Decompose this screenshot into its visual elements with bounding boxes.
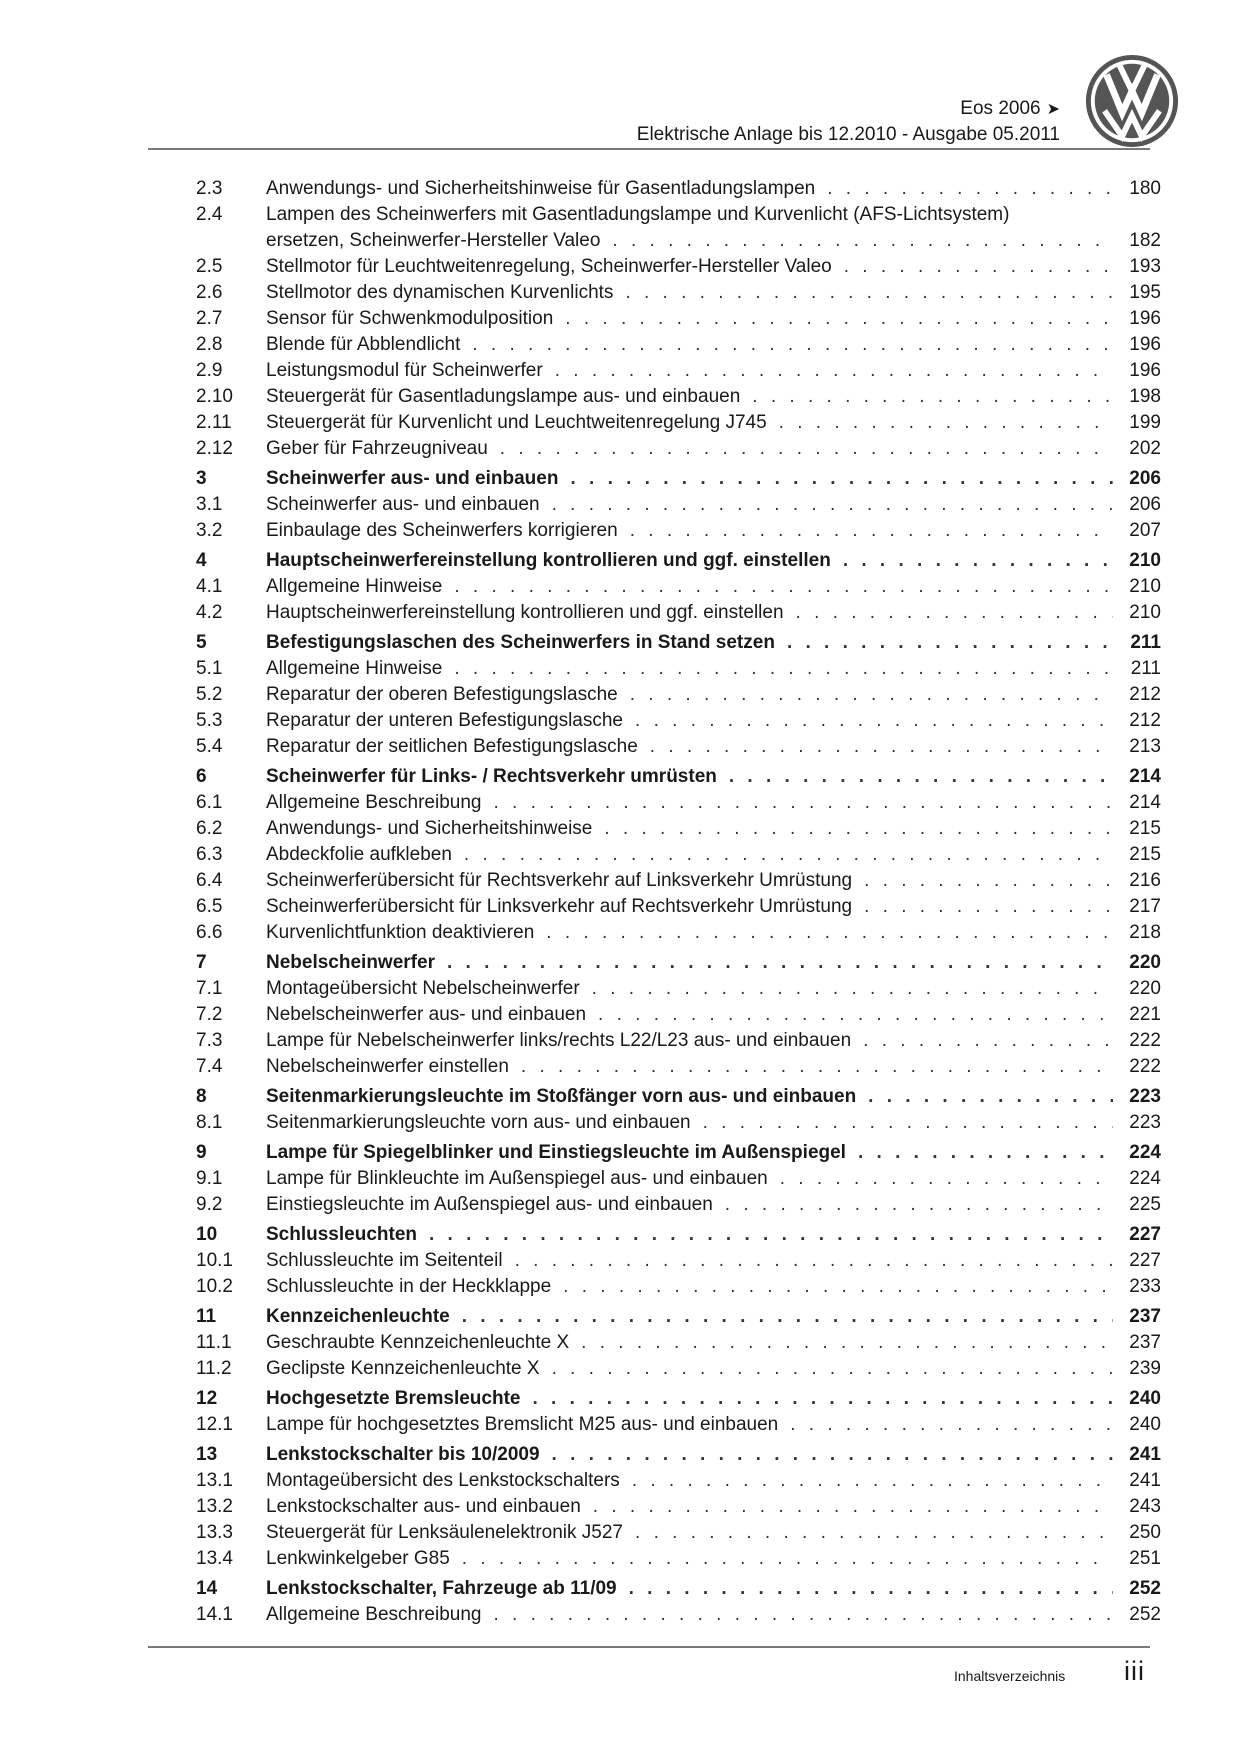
toc-chapter-row[interactable] xyxy=(196,630,1161,656)
toc-row[interactable] xyxy=(196,920,1161,946)
toc-leader-dots xyxy=(827,176,1113,202)
toc-leader-dots xyxy=(552,1356,1113,1382)
toc-row[interactable] xyxy=(196,176,1161,202)
toc-row[interactable] xyxy=(196,1166,1161,1192)
toc-number: 6.1 xyxy=(196,792,223,813)
toc-title: Lampe für Nebelscheinwerfer links/rechts L22/L23 aus- und einbauen xyxy=(266,1030,852,1051)
toc-title: Sensor für Schwenkmodulposition xyxy=(266,308,554,329)
toc-page-number: 215 xyxy=(1129,818,1161,839)
toc-leader-dots xyxy=(570,466,1113,492)
toc-page-number: 217 xyxy=(1129,896,1161,917)
toc-page-number: 213 xyxy=(1129,736,1161,757)
toc-number: 4 xyxy=(196,550,207,571)
toc-leader-dots xyxy=(635,708,1113,734)
toc-title: Lampe für Spiegelblinker und Einstiegsleuchte im Außenspiegel xyxy=(266,1142,846,1163)
toc-row[interactable] xyxy=(196,1602,1161,1628)
toc-chapter-row[interactable] xyxy=(196,466,1161,492)
toc-leader-dots xyxy=(565,306,1113,332)
toc-number: 12.1 xyxy=(196,1414,233,1435)
toc-leader-dots xyxy=(863,1028,1113,1054)
toc-leader-dots xyxy=(625,280,1113,306)
header-model-line xyxy=(637,96,1060,122)
toc-row[interactable] xyxy=(196,1028,1161,1054)
toc-number: 8 xyxy=(196,1086,207,1107)
toc-page-number: 216 xyxy=(1129,870,1161,891)
toc-title: Scheinwerferübersicht für Rechtsverkehr auf Linksverkehr Umrüstung xyxy=(266,870,853,891)
toc-page-number: 182 xyxy=(1129,230,1161,251)
toc-chapter-row[interactable] xyxy=(196,1084,1161,1110)
toc-row[interactable] xyxy=(196,1054,1161,1080)
toc-leader-dots xyxy=(454,574,1113,600)
toc-leader-dots xyxy=(546,920,1113,946)
toc-number: 2.3 xyxy=(196,178,223,199)
toc-title: Steuergerät für Gasentladungslampe aus- und einbauen xyxy=(266,386,741,407)
toc-page-number: 223 xyxy=(1129,1086,1161,1107)
toc-leader-dots xyxy=(787,630,1113,656)
arrow-right-icon: ➤ xyxy=(1046,101,1060,118)
toc-title: Kurvenlichtfunktion deaktivieren xyxy=(266,922,535,943)
toc-leader-dots xyxy=(552,492,1113,518)
toc-page-number: 240 xyxy=(1129,1388,1161,1409)
toc-title: Lampe für hochgesetztes Bremslicht M25 aus- und einbauen xyxy=(266,1414,779,1435)
toc-leader-dots xyxy=(858,1140,1113,1166)
toc-number: 2.6 xyxy=(196,282,223,303)
toc-leader-dots xyxy=(779,410,1113,436)
toc-number: 4.1 xyxy=(196,576,223,597)
toc-page-number: 237 xyxy=(1129,1332,1161,1353)
toc-number: 2.7 xyxy=(196,308,223,329)
toc-number: 12 xyxy=(196,1388,218,1409)
toc-leader-dots xyxy=(703,1110,1113,1136)
toc-title: Lenkwinkelgeber G85 xyxy=(266,1548,450,1569)
toc-number: 2.9 xyxy=(196,360,223,381)
toc-chapter-row[interactable] xyxy=(196,1140,1161,1166)
toc-page-number: 199 xyxy=(1129,412,1161,433)
toc-page-number: 222 xyxy=(1129,1056,1161,1077)
toc-title: Scheinwerferübersicht für Linksverkehr auf Rechtsverkehr Umrüstung xyxy=(266,896,853,917)
toc-number: 9 xyxy=(196,1142,207,1163)
toc-title: Reparatur der oberen Befestigungslasche xyxy=(266,684,618,705)
toc-title: Leistungsmodul für Scheinwerfer xyxy=(266,360,543,381)
toc-page-number: 239 xyxy=(1129,1358,1161,1379)
toc-number: 6.4 xyxy=(196,870,223,891)
footer-section-label: Inhaltsverzeichnis xyxy=(954,1668,1066,1684)
toc-leader-dots xyxy=(844,254,1113,280)
toc-title: Blende für Abblendlicht xyxy=(266,334,461,355)
toc-page-number: 241 xyxy=(1129,1470,1161,1491)
toc-number: 3.2 xyxy=(196,520,223,541)
toc-page-number: 221 xyxy=(1129,1004,1161,1025)
toc-number: 7.3 xyxy=(196,1030,223,1051)
toc-leader-dots xyxy=(429,1222,1113,1248)
toc-title: Anwendungs- und Sicherheitshinweise für Gasentladungslampen xyxy=(266,178,816,199)
toc-leader-dots xyxy=(552,1442,1113,1468)
toc-row[interactable] xyxy=(196,1356,1161,1382)
toc-leader-dots xyxy=(864,894,1113,920)
toc-row[interactable] xyxy=(196,1412,1161,1438)
toc-page-number: 224 xyxy=(1129,1142,1161,1163)
toc-row[interactable] xyxy=(196,384,1161,410)
toc-title: Nebelscheinwerfer aus- und einbauen xyxy=(266,1004,587,1025)
toc-number: 2.5 xyxy=(196,256,223,277)
toc-page-number: 220 xyxy=(1129,952,1161,973)
toc-leader-dots xyxy=(635,1520,1113,1546)
toc-number: 10 xyxy=(196,1224,218,1245)
toc-page-number: 210 xyxy=(1129,602,1161,623)
toc-title: Kennzeichenleuchte xyxy=(266,1306,450,1327)
toc-title: Befestigungslaschen des Scheinwerfers in Stand setzen xyxy=(266,632,775,653)
toc-title: Allgemeine Hinweise xyxy=(266,658,443,679)
toc-page-number: 214 xyxy=(1129,792,1161,813)
toc-leader-dots xyxy=(729,764,1113,790)
toc-chapter-row[interactable] xyxy=(196,548,1161,574)
toc-row[interactable] xyxy=(196,708,1161,734)
toc-chapter-row[interactable] xyxy=(196,1222,1161,1248)
toc-page-number: 198 xyxy=(1129,386,1161,407)
toc-leader-dots xyxy=(780,1166,1113,1192)
toc-leader-dots xyxy=(462,1546,1113,1572)
toc-title: Steuergerät für Lenksäulenelektronik J527 xyxy=(266,1522,624,1543)
toc-row[interactable] xyxy=(196,332,1161,358)
header-subtitle: Elektrische Anlage bis 12.2010 - Ausgabe 05.2011 xyxy=(636,124,1060,145)
toc-title: Lampen des Scheinwerfers mit Gasentladungslampe und Kurvenlicht (AFS-Lichtsystem) xyxy=(266,204,1010,225)
toc-row[interactable] xyxy=(196,682,1161,708)
toc-row[interactable] xyxy=(196,1192,1161,1218)
toc-number: 11 xyxy=(196,1306,217,1327)
toc-number: 2.11 xyxy=(196,412,232,433)
toc-row[interactable] xyxy=(196,306,1161,332)
toc-number: 14 xyxy=(196,1578,218,1599)
toc-leader-dots xyxy=(462,1304,1113,1330)
toc-title: Einstiegsleuchte im Außenspiegel aus- und einbauen xyxy=(266,1194,713,1215)
toc-number: 3 xyxy=(196,468,207,489)
toc-leader-dots xyxy=(563,1274,1113,1300)
toc-number: 2.12 xyxy=(196,438,233,459)
toc-number: 6 xyxy=(196,766,207,787)
toc-leader-dots xyxy=(630,518,1113,544)
toc-title: Scheinwerfer aus- und einbauen xyxy=(266,468,559,489)
toc-title: Seitenmarkierungsleuchte vorn aus- und einbauen xyxy=(266,1112,691,1133)
toc-title: Hauptscheinwerfereinstellung kontrollieren und ggf. einstellen xyxy=(266,602,784,623)
toc-number: 2.10 xyxy=(196,386,233,407)
toc-page-number: 212 xyxy=(1129,710,1161,731)
toc-page-number: 227 xyxy=(1129,1224,1161,1245)
toc-page-number: 223 xyxy=(1129,1112,1161,1133)
toc-leader-dots xyxy=(464,842,1113,868)
toc-number: 5.3 xyxy=(196,710,223,731)
toc-title: Schlussleuchten xyxy=(266,1224,417,1245)
toc-row[interactable] xyxy=(196,1468,1161,1494)
toc-title: Anwendungs- und Sicherheitshinweise xyxy=(266,818,593,839)
toc-title: Allgemeine Beschreibung xyxy=(266,1604,482,1625)
toc-page-number: 237 xyxy=(1129,1306,1161,1327)
toc-title: Scheinwerfer für Links- / Rechtsverkehr umrüsten xyxy=(266,766,717,787)
toc-leader-dots xyxy=(598,1002,1113,1028)
toc-chapter-row[interactable] xyxy=(196,1576,1161,1602)
toc-page-number: 250 xyxy=(1129,1522,1161,1543)
toc-number: 7.2 xyxy=(196,1004,223,1025)
toc-leader-dots xyxy=(725,1192,1113,1218)
toc-page-number: 240 xyxy=(1129,1414,1161,1435)
toc-title: Schlussleuchte in der Heckklappe xyxy=(266,1276,552,1297)
toc-leader-dots xyxy=(581,1330,1113,1356)
toc-title: Lenkstockschalter aus- und einbauen xyxy=(266,1496,581,1517)
toc-number: 6.3 xyxy=(196,844,223,865)
toc-leader-dots xyxy=(796,600,1113,626)
toc-page-number: 211 xyxy=(1130,658,1161,679)
toc-row[interactable] xyxy=(196,492,1161,518)
toc-row[interactable] xyxy=(196,1110,1161,1136)
toc-title: Abdeckfolie aufkleben xyxy=(266,844,452,865)
toc-number: 11.1 xyxy=(196,1332,232,1353)
toc-title: Schlussleuchte im Seitenteil xyxy=(266,1250,503,1271)
toc-title: Lampe für Blinkleuchte im Außenspiegel aus- und einbauen xyxy=(266,1168,768,1189)
toc-page-number: 252 xyxy=(1129,1604,1161,1625)
toc-row[interactable] xyxy=(196,358,1161,384)
toc-row[interactable] xyxy=(196,1274,1161,1300)
toc-number: 7.1 xyxy=(196,978,223,999)
toc-title: Scheinwerfer aus- und einbauen xyxy=(266,494,540,515)
toc-title: Lenkstockschalter, Fahrzeuge ab 11/09 xyxy=(266,1578,617,1599)
toc-title: Einbaulage des Scheinwerfers korrigieren xyxy=(266,520,618,541)
toc-page-number: 227 xyxy=(1129,1250,1161,1271)
toc-leader-dots xyxy=(454,656,1113,682)
toc-number: 6.2 xyxy=(196,818,223,839)
toc-page-number: 212 xyxy=(1129,684,1161,705)
toc-row[interactable] xyxy=(196,600,1161,626)
vw-logo-icon xyxy=(1083,52,1181,150)
toc-page-number: 207 xyxy=(1129,520,1161,541)
toc-leader-dots xyxy=(555,358,1113,384)
toc-page-number: 233 xyxy=(1129,1276,1161,1297)
toc-number: 6.6 xyxy=(196,922,223,943)
toc-title: Geschraubte Kennzeichenleuchte X xyxy=(266,1332,570,1353)
toc-leader-dots xyxy=(604,816,1113,842)
toc-title: Hauptscheinwerfereinstellung kontrollieren und ggf. einstellen xyxy=(266,550,831,571)
toc-row[interactable] xyxy=(196,518,1161,544)
toc-title: Allgemeine Hinweise xyxy=(266,576,443,597)
toc-page-number: 214 xyxy=(1129,766,1161,787)
toc-title: Montageübersicht Nebelscheinwerfer xyxy=(266,978,580,999)
toc-number: 5.1 xyxy=(196,658,223,679)
toc-chapter-row[interactable] xyxy=(196,1304,1161,1330)
toc-row[interactable] xyxy=(196,254,1161,280)
toc-number: 5 xyxy=(196,632,207,653)
toc-chapter-row[interactable] xyxy=(196,950,1161,976)
toc-page-number: 206 xyxy=(1129,494,1161,515)
toc-leader-dots xyxy=(493,790,1113,816)
toc-row[interactable] xyxy=(196,976,1161,1002)
toc-page-number: 196 xyxy=(1129,360,1161,381)
toc-leader-dots xyxy=(515,1248,1113,1274)
toc-number: 5.2 xyxy=(196,684,223,705)
toc-number: 13.1 xyxy=(196,1470,233,1491)
toc-row[interactable] xyxy=(196,868,1161,894)
toc-row[interactable] xyxy=(196,790,1161,816)
toc-number: 13 xyxy=(196,1444,218,1465)
toc-title: Hochgesetzte Bremsleuchte xyxy=(266,1388,521,1409)
toc-row[interactable] xyxy=(196,410,1161,436)
table-of-contents xyxy=(196,176,1161,1628)
toc-title: Steuergerät für Kurvenlicht und Leuchtweitenregelung J745 xyxy=(266,412,767,433)
toc-leader-dots xyxy=(472,332,1113,358)
footer-page-number: iii xyxy=(1124,1656,1145,1686)
toc-page-number: 211 xyxy=(1130,632,1161,653)
toc-row[interactable] xyxy=(196,656,1161,682)
toc-page-number: 210 xyxy=(1129,576,1161,597)
toc-leader-dots xyxy=(447,950,1113,976)
toc-page-number: 196 xyxy=(1129,308,1161,329)
toc-page-number: 210 xyxy=(1129,550,1161,571)
toc-title: Stellmotor des dynamischen Kurvenlichts xyxy=(266,282,614,303)
toc-page-number: 195 xyxy=(1129,282,1161,303)
toc-title: Geber für Fahrzeugniveau xyxy=(266,438,488,459)
toc-leader-dots xyxy=(500,436,1113,462)
toc-row[interactable] xyxy=(196,1494,1161,1520)
toc-number: 13.2 xyxy=(196,1496,233,1517)
toc-row[interactable] xyxy=(196,1248,1161,1274)
toc-page-number: 193 xyxy=(1129,256,1161,277)
toc-number: 9.2 xyxy=(196,1194,223,1215)
toc-leader-dots xyxy=(612,228,1113,254)
toc-number: 13.4 xyxy=(196,1548,233,1569)
toc-page-number: 220 xyxy=(1129,978,1161,999)
toc-page-number: 243 xyxy=(1129,1496,1161,1517)
toc-number: 6.5 xyxy=(196,896,223,917)
toc-leader-dots xyxy=(864,868,1113,894)
toc-row[interactable] xyxy=(196,816,1161,842)
toc-number: 4.2 xyxy=(196,602,223,623)
toc-page-number: 252 xyxy=(1129,1578,1161,1599)
toc-number: 13.3 xyxy=(196,1522,233,1543)
toc-title: Allgemeine Beschreibung xyxy=(266,792,482,813)
toc-number: 14.1 xyxy=(196,1604,233,1625)
toc-leader-dots xyxy=(630,682,1113,708)
toc-page-number: 222 xyxy=(1129,1030,1161,1051)
toc-title: Nebelscheinwerfer einstellen xyxy=(266,1056,509,1077)
toc-row[interactable] xyxy=(196,280,1161,306)
header-model: Eos 2006 xyxy=(960,98,1041,119)
toc-chapter-row[interactable] xyxy=(196,1386,1161,1412)
toc-number: 7 xyxy=(196,952,207,973)
toc-page-number: 225 xyxy=(1129,1194,1161,1215)
toc-number: 3.1 xyxy=(196,494,223,515)
toc-leader-dots xyxy=(532,1386,1113,1412)
toc-page-number: 180 xyxy=(1129,178,1161,199)
toc-leader-dots xyxy=(493,1602,1113,1628)
toc-page-number: 202 xyxy=(1129,438,1161,459)
toc-leader-dots xyxy=(592,976,1113,1002)
toc-leader-dots xyxy=(868,1084,1113,1110)
toc-row[interactable] xyxy=(196,1002,1161,1028)
toc-title: Geclipste Kennzeichenleuchte X xyxy=(266,1358,540,1379)
toc-row[interactable] xyxy=(196,574,1161,600)
toc-number: 10.1 xyxy=(196,1250,233,1271)
toc-page-number: 251 xyxy=(1129,1548,1161,1569)
header-rule xyxy=(148,148,1150,150)
toc-number: 5.4 xyxy=(196,736,223,757)
toc-page-number: 224 xyxy=(1129,1168,1161,1189)
toc-title: Nebelscheinwerfer xyxy=(266,952,435,973)
footer-rule xyxy=(148,1646,1150,1648)
toc-title: Seitenmarkierungsleuchte im Stoßfänger vorn aus- und einbauen xyxy=(266,1086,857,1107)
toc-page-number: 215 xyxy=(1129,844,1161,865)
toc-title: Lenkstockschalter bis 10/2009 xyxy=(266,1444,540,1465)
toc-title: ersetzen, Scheinwerfer-Hersteller Valeo xyxy=(266,230,601,251)
toc-number: 2.8 xyxy=(196,334,223,355)
toc-chapter-row[interactable] xyxy=(196,1442,1161,1468)
toc-leader-dots xyxy=(650,734,1113,760)
toc-leader-dots xyxy=(632,1468,1113,1494)
toc-title: Stellmotor für Leuchtweitenregelung, Scheinwerfer-Hersteller Valeo xyxy=(266,256,832,277)
toc-row[interactable] xyxy=(196,1520,1161,1546)
toc-page-number: 196 xyxy=(1129,334,1161,355)
toc-leader-dots xyxy=(843,548,1113,574)
toc-chapter-row[interactable] xyxy=(196,764,1161,790)
toc-row[interactable] xyxy=(196,202,1161,254)
toc-number: 11.2 xyxy=(196,1358,232,1379)
toc-row[interactable] xyxy=(196,436,1161,462)
toc-page-number: 218 xyxy=(1129,922,1161,943)
toc-number: 7.4 xyxy=(196,1056,223,1077)
toc-leader-dots xyxy=(629,1576,1113,1602)
toc-page-number: 206 xyxy=(1129,468,1161,489)
toc-leader-dots xyxy=(593,1494,1113,1520)
toc-row[interactable] xyxy=(196,1546,1161,1572)
toc-number: 9.1 xyxy=(196,1168,223,1189)
toc-title: Montageübersicht des Lenkstockschalters xyxy=(266,1470,620,1491)
toc-row[interactable] xyxy=(196,842,1161,868)
toc-page-number: 241 xyxy=(1129,1444,1161,1465)
toc-row[interactable] xyxy=(196,734,1161,760)
toc-leader-dots xyxy=(521,1054,1113,1080)
toc-row[interactable] xyxy=(196,1330,1161,1356)
toc-leader-dots xyxy=(752,384,1113,410)
toc-leader-dots xyxy=(790,1412,1113,1438)
toc-row[interactable] xyxy=(196,894,1161,920)
toc-title: Reparatur der unteren Befestigungslasche xyxy=(266,710,624,731)
toc-number: 2.4 xyxy=(196,204,223,225)
toc-number: 10.2 xyxy=(196,1276,233,1297)
toc-title: Reparatur der seitlichen Befestigungslasche xyxy=(266,736,638,757)
page-header xyxy=(637,96,1060,147)
toc-number: 8.1 xyxy=(196,1112,223,1133)
